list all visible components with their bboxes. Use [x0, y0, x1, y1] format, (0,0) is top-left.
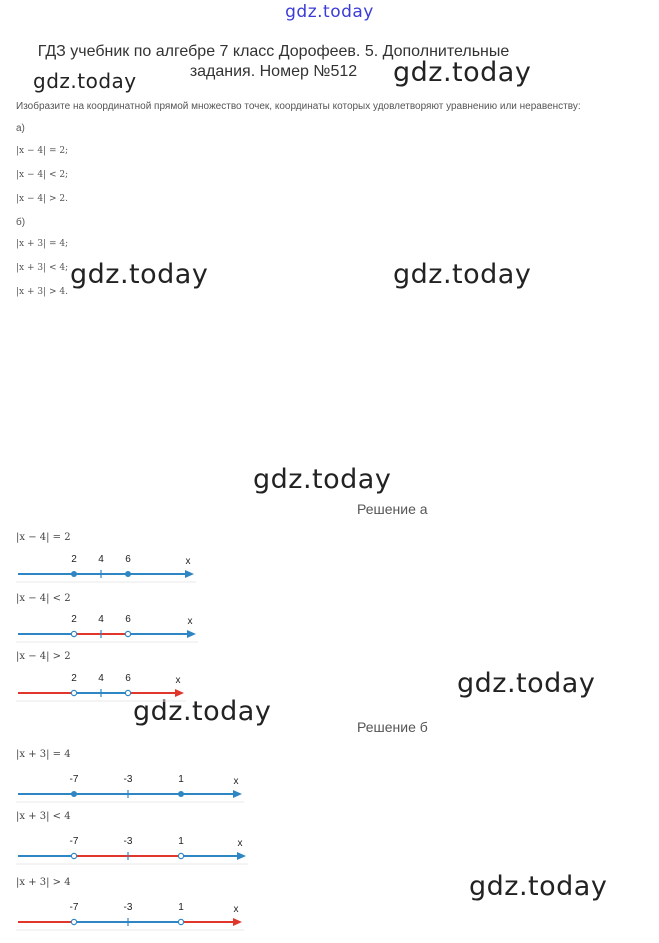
solution-a-expr-2: |x − 4| < 2 — [16, 593, 71, 604]
task-b-2: |x + 3| < 4; — [16, 263, 69, 273]
watermark: gdz.today — [457, 668, 596, 699]
b2-tick-label-1: -3 — [123, 836, 133, 847]
task-a-1: |x − 4| = 2; — [16, 146, 69, 156]
watermark: gdz.today — [133, 696, 272, 727]
a3-axis-label: x — [175, 675, 181, 686]
solution-b-expr-1: |x + 3| = 4 — [16, 749, 71, 760]
solution-b-heading: Решение б — [357, 719, 428, 735]
b3-arrow-icon — [233, 918, 242, 926]
page-title: ГДЗ учебник по алгебре 7 класс Дорофеев. 5. Дополнительные задания. Номер №512 — [37, 43, 510, 80]
b2-tick-label-0: -7 — [69, 836, 79, 847]
part-b-label: б) — [16, 217, 26, 228]
watermark: gdz.today — [253, 464, 392, 495]
watermark: gdz.today — [469, 871, 608, 902]
watermark: gdz.today — [33, 69, 137, 93]
b2-open-point-0 — [71, 853, 76, 858]
solution-a-expr-1: |x − 4| = 2 — [16, 532, 71, 543]
a3-tick-label-0: 2 — [71, 673, 77, 684]
solution-b-expr-2: |x + 3| < 4 — [16, 811, 71, 822]
b3-tick-label-2: 1 — [178, 902, 184, 913]
b1-arrow-icon — [233, 790, 242, 798]
a1-tick-label-0: 2 — [71, 554, 77, 565]
solution-a-heading: Решение а — [357, 501, 428, 517]
b1-tick-label-0: -7 — [69, 774, 79, 785]
a2-tick-label-0: 2 — [71, 614, 77, 625]
a3-tick-label-2: 6 — [125, 673, 131, 684]
a1-tick-label-1: 4 — [98, 554, 104, 565]
a1-axis-label: x — [185, 556, 191, 567]
watermark: gdz.today — [393, 259, 532, 290]
a2-tick-label-2: 6 — [125, 614, 131, 625]
a1-point-1 — [125, 571, 131, 577]
b1-axis-label: x — [233, 776, 239, 787]
b1-point-1 — [178, 791, 184, 797]
number-line-b2 — [16, 832, 248, 868]
a2-open-point-1 — [125, 631, 130, 636]
b2-axis-label: x — [237, 838, 243, 849]
a2-axis-label: x — [187, 616, 193, 627]
b2-open-point-1 — [178, 853, 183, 858]
watermark: gdz.today — [70, 259, 209, 290]
task-instruction: Изобразите на координатной прямой множество точек, координаты которых удовлетворяют уравнению или неравенству: — [16, 101, 581, 112]
a2-arrow-icon — [187, 630, 196, 638]
task-b-3: |x + 3| > 4. — [16, 287, 68, 297]
solution-a-expr-3: |x − 4| > 2 — [16, 651, 71, 662]
b3-tick-label-1: -3 — [123, 902, 133, 913]
task-a-3: |x − 4| > 2. — [16, 194, 68, 204]
number-line-b3 — [16, 898, 244, 934]
a3-arrow-icon — [175, 689, 184, 697]
a3-open-point-0 — [71, 690, 76, 695]
task-b-1: |x + 3| = 4; — [16, 239, 69, 249]
watermark: gdz.today — [393, 57, 532, 88]
b3-axis-label: x — [233, 904, 239, 915]
b1-point-0 — [71, 791, 77, 797]
a1-arrow-icon — [185, 570, 194, 578]
part-a-label: а) — [16, 123, 25, 134]
number-line-a2 — [16, 610, 198, 646]
b1-tick-label-2: 1 — [178, 774, 184, 785]
a3-tick-label-1: 4 — [98, 673, 104, 684]
a3-open-point-1 — [125, 690, 130, 695]
task-a-2: |x − 4| < 2; — [16, 170, 69, 180]
site-logo[interactable]: gdz.today — [285, 2, 374, 22]
solution-b-expr-3: |x + 3| > 4 — [16, 877, 71, 888]
number-line-a3 — [16, 669, 186, 705]
number-line-a1 — [16, 550, 196, 586]
b3-open-point-1 — [178, 919, 183, 924]
number-line-b1 — [16, 770, 244, 806]
a1-tick-label-2: 6 — [125, 554, 131, 565]
a2-open-point-0 — [71, 631, 76, 636]
b2-tick-label-2: 1 — [178, 836, 184, 847]
b3-tick-label-0: -7 — [69, 902, 79, 913]
b3-open-point-0 — [71, 919, 76, 924]
a1-point-0 — [71, 571, 77, 577]
b2-arrow-icon — [237, 852, 246, 860]
b1-tick-label-1: -3 — [123, 774, 133, 785]
a2-tick-label-1: 4 — [98, 614, 104, 625]
